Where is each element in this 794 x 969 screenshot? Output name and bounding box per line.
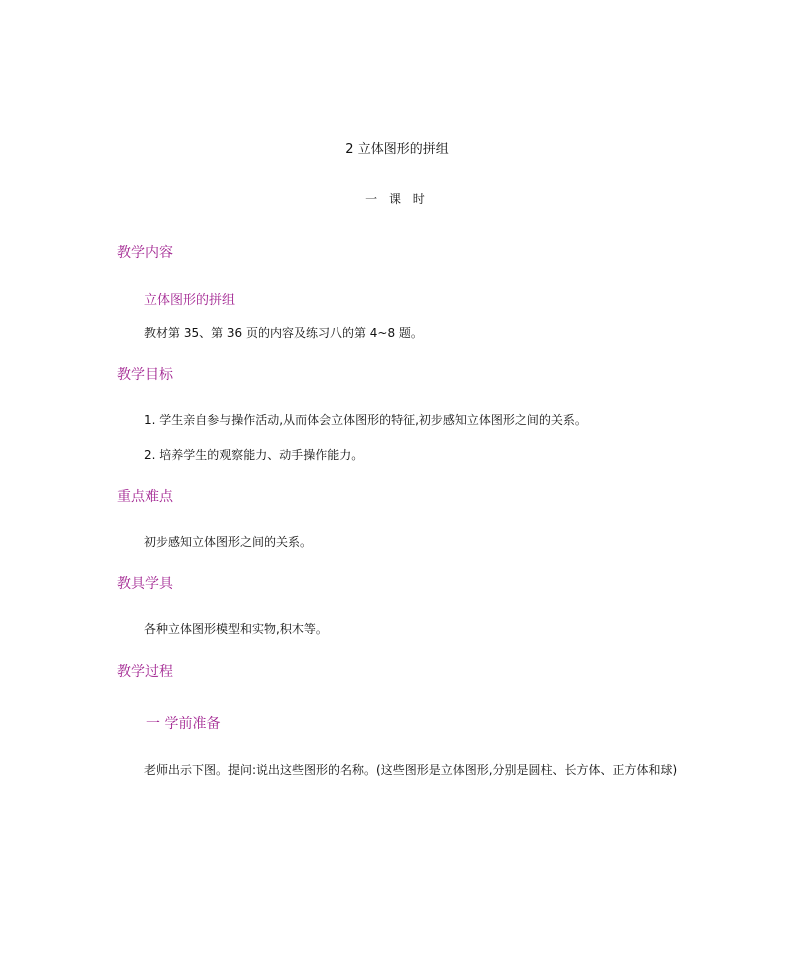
keypoints-text: 初步感知立体图形之间的关系。 xyxy=(144,535,313,549)
process-step-1-heading: 一 学前准备 xyxy=(146,716,221,732)
section-heading-content: 教学内容 xyxy=(117,245,173,261)
document-title: 2 立体图形的拼组 xyxy=(345,142,449,157)
goal-item-1: 1. 学生亲自参与操作活动,从而体会立体图形的特征,初步感知立体图形之间的关系。 xyxy=(144,413,587,427)
section-heading-tools: 教具学具 xyxy=(117,576,173,592)
section-heading-process: 教学过程 xyxy=(117,664,173,680)
lesson-label: 一 课 时 xyxy=(365,192,429,206)
tools-text: 各种立体图形模型和实物,积木等。 xyxy=(144,622,328,636)
content-subheading: 立体图形的拼组 xyxy=(144,293,236,308)
content-text: 教材第 35、第 36 页的内容及练习八的第 4~8 题。 xyxy=(144,326,423,340)
goal-item-2: 2. 培养学生的观察能力、动手操作能力。 xyxy=(144,448,364,462)
section-heading-goals: 教学目标 xyxy=(117,367,173,383)
section-heading-keypoints: 重点难点 xyxy=(117,489,173,505)
process-step-1-text-content: 老师出示下图。提问:说出这些图形的名称。(这些图形是立体图形,分别是圆柱、长方体、正方体和球) xyxy=(144,763,678,777)
process-step-1-text xyxy=(116,759,696,781)
